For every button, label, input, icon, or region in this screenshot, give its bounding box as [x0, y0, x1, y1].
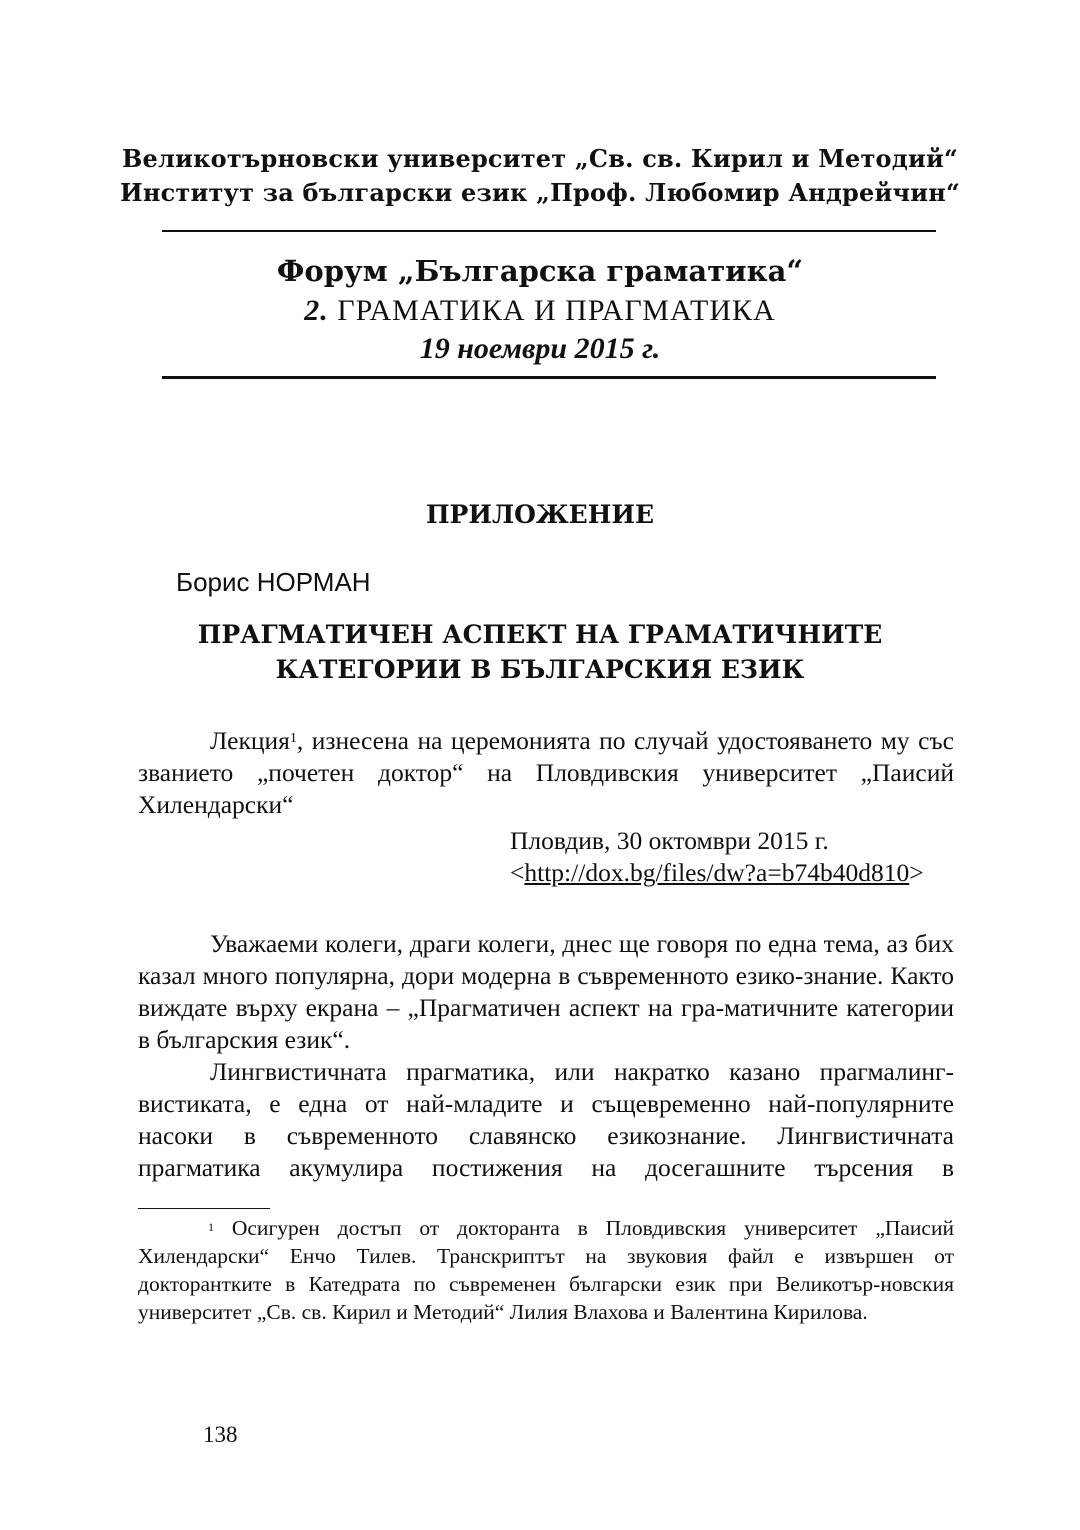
footnote-ref: 1	[289, 731, 297, 746]
appendix-heading: ПРИЛОЖЕНИЕ	[425, 500, 655, 529]
link-open-bracket: <	[510, 858, 525, 887]
author-name: Борис НОРМАН	[176, 567, 371, 597]
article-title-line2: КАТЕГОРИИ В БЪЛГАРСКИЯ ЕЗИК	[275, 655, 805, 684]
forum-subtitle	[0, 294, 1080, 328]
footnote-separator	[138, 1208, 270, 1209]
forum-date: 19 ноември 2015 г.	[419, 332, 661, 365]
intro-paragraph	[138, 725, 954, 821]
paragraph-2: Лингвистичната прагматика, или накратко казано прагмалинг-вистиката, е една от най-младите и същевременно най-популярните насоки в съвременното славянско езикознание. Лингвистичната прагматика акумулира постижения на досегашните търсения в	[138, 1057, 954, 1182]
intro-word: Лекция	[210, 726, 290, 755]
article-title-line1: ПРАГМАТИЧЕН АСПЕКТ НА ГРАМАТИЧНИТЕ	[197, 620, 883, 649]
footnote-text: Осигурен достъп от докторанта в Пловдивския университет „Паисий Хилендарски“ Енчо Тилев. Транскриптът на звуковия файл е извършен от докторантките в Катедрата по съвременен български език при Великотър-новския университет „Св. св. Кирил и Методий“ Лилия Влахова и Валентина Кирилова.	[138, 1216, 954, 1324]
body-text	[138, 928, 954, 1184]
link-close-bracket: >	[909, 858, 924, 887]
footnote	[138, 1214, 954, 1326]
source-link[interactable]: http://dox.bg/files/dw?a=b74b40d810	[524, 858, 910, 887]
bottom-divider	[162, 376, 936, 379]
top-divider	[162, 230, 936, 232]
paragraph-1: Уважаеми колеги, драги колеги, днес ще говоря по една тема, аз бих казал много популярна, дори модерна в съвременното езико-знание. Както виждате върху екрана – „Прагматичен аспект на гра-матичните категории в българския език“.	[138, 929, 954, 1054]
forum-subtitle-text: ГРАМАТИКА И ПРАГМАТИКА	[337, 294, 776, 327]
place-date: Пловдив, 30 октомври 2015 г.	[510, 826, 829, 855]
university-name: Великотърновски университет „Св. св. Кирил и Методий“	[122, 144, 958, 173]
source-link-line	[510, 857, 924, 889]
intro-text: , изнесена на церемонията по случай удостояването му със званието „почетен доктор“ на Пловдивския университет „Паисий Хилендарски“	[138, 726, 954, 819]
page-number: 138	[203, 1422, 238, 1447]
footnote-mark: 1	[208, 1220, 214, 1234]
institute-name: Институт за български език „Проф. Любомир Андрейчин“	[119, 178, 961, 207]
forum-title: Форум „Българска граматика“	[276, 254, 804, 288]
forum-number: 2.	[304, 294, 329, 327]
